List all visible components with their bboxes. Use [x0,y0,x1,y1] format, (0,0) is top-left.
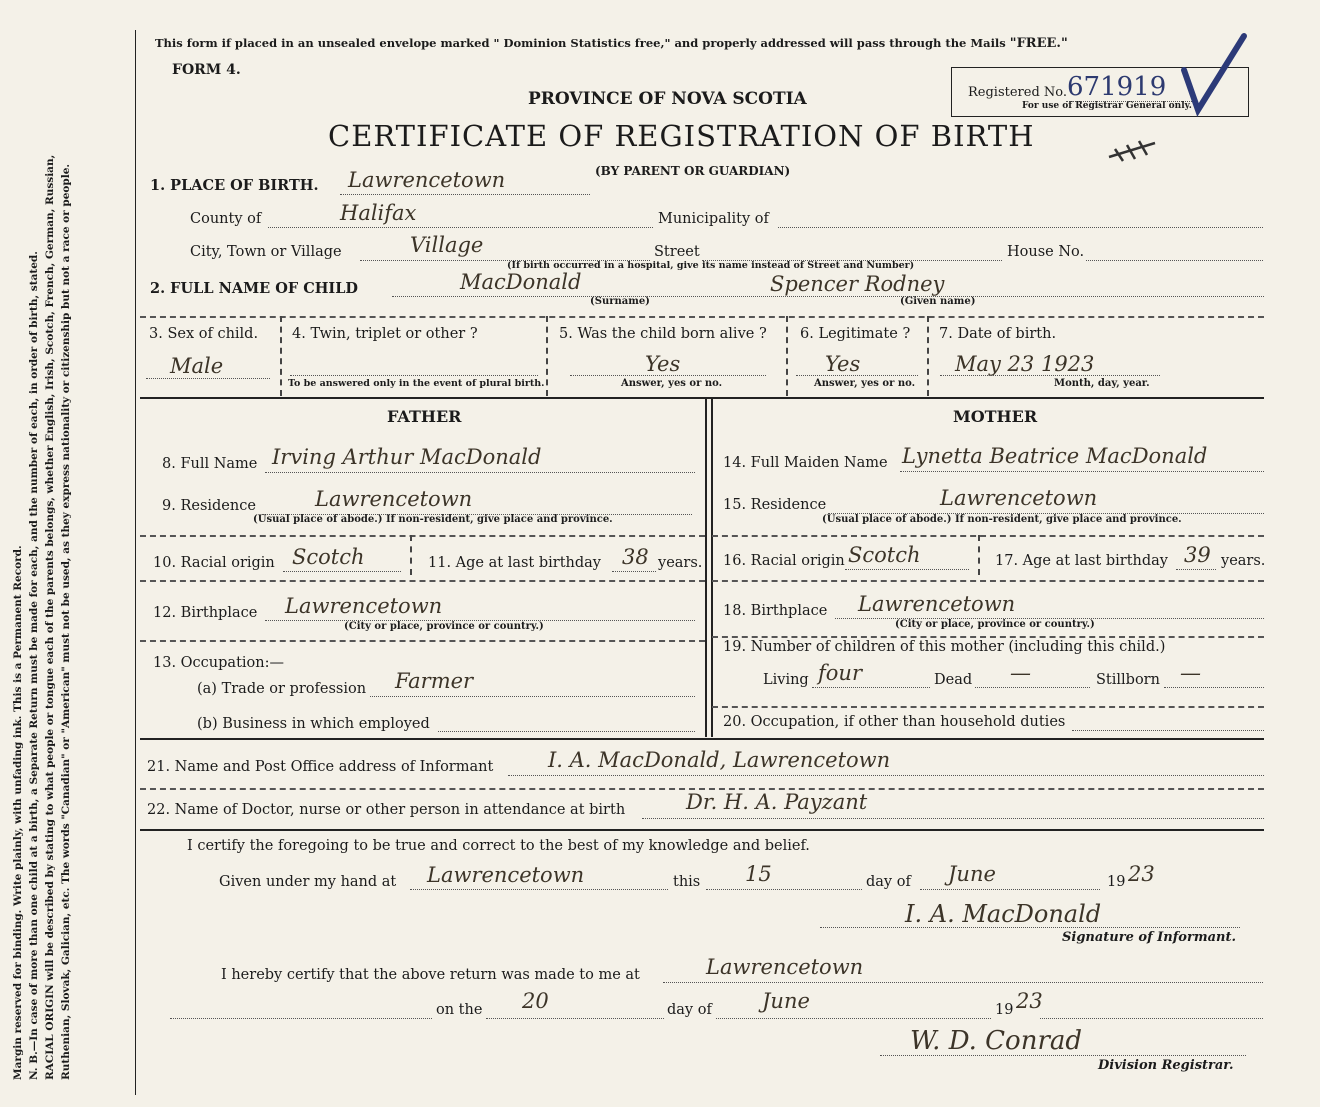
registration-day-of-label: day of [667,1002,712,1018]
hospital-note: (If birth occurred in a hospital, give its name instead of Street and Number) [507,260,915,271]
living-value: four [818,661,862,685]
children-count-label: 19. Number of children of this mother (including this child.) [723,639,1166,655]
father-heading: FATHER [387,407,462,426]
street-label: Street [654,244,700,260]
doctor-value: Dr. H. A. Payzant [686,790,868,814]
certify-statement: I certify the foregoing to be true and correct to the best of my knowledge and belief. [187,838,810,854]
registered-number: 671919 [1067,72,1167,102]
check-mark-icon [1180,30,1250,125]
born-alive-note: Answer, yes or no. [621,378,723,389]
certificate-subtitle: (BY PARENT OR GUARDIAN) [595,164,791,178]
date-of-birth-label: 7. Date of birth. [939,326,1057,342]
father-age-years: years. [658,555,703,571]
date-of-birth-caption: Month, day, year. [1054,378,1150,389]
informant-label: 21. Name and Post Office address of Informant [147,759,494,775]
born-alive-value: Yes [645,352,681,376]
father-name-value: Irving Arthur MacDonald [272,445,542,469]
registration-month-value: June [762,989,810,1013]
legitimate-note: Answer, yes or no. [814,378,916,389]
occupation-label: 13. Occupation:— [153,655,284,671]
hereby-statement: I hereby certify that the above return was made to me at [221,967,640,983]
mother-birthplace-value: Lawrencetown [858,592,1016,616]
given-month-value: June [948,862,996,886]
mother-age-label: 17. Age at last birthday [995,553,1168,569]
mother-maiden-name-label: 14. Full Maiden Name [723,455,888,471]
child-given-name-value: Spencer Rodney [770,272,945,296]
registrar-signature: W. D. Conrad [910,1026,1083,1056]
mother-birthplace-label: 18. Birthplace [723,603,828,619]
father-name-label: 8. Full Name [162,456,258,472]
hereby-place-value: Lawrencetown [706,955,864,979]
on-the-label: on the [436,1002,483,1018]
father-racial-origin-label: 10. Racial origin [153,555,275,571]
mother-maiden-name-value: Lynetta Beatrice MacDonald [902,444,1208,468]
municipality-label: Municipality of [658,211,769,227]
place-of-birth-value: Lawrencetown [348,168,506,192]
father-residence-label: 9. Residence [162,498,256,514]
left-border [135,30,136,1095]
surname-caption: (Surname) [590,296,650,307]
legitimate-value: Yes [825,352,861,376]
city-value: Village [410,233,484,257]
province-heading: PROVINCE OF NOVA SCOTIA [528,89,807,109]
informant-value: I. A. MacDonald, Lawrencetown [548,748,891,772]
mother-age-value: 39 [1184,543,1211,567]
given-name-caption: (Given name) [900,296,976,307]
margin-line-1: Margin reserved for binding. Write plainly, with unfading ink. This is a Permanent Record. [12,545,24,1080]
form-number: FORM 4. [172,62,241,78]
date-of-birth-value: May 23 1923 [955,352,1095,376]
father-birthplace-value: Lawrencetown [285,594,443,618]
trade-value: Farmer [395,669,474,693]
mother-residence-note: (Usual place of abode.) If non-resident, give place and province. [822,514,1182,525]
given-year-value: 23 [1128,862,1155,886]
stillborn-label: Stillborn [1096,672,1160,688]
father-age-value: 38 [622,545,649,569]
certificate-title: CERTIFICATE OF REGISTRATION OF BIRTH [328,119,1035,153]
father-birthplace-label: 12. Birthplace [153,605,258,621]
this-label: this [673,874,701,890]
given-under-label: Given under my hand at [219,874,397,890]
father-birthplace-note: (City or place, province or country.) [344,621,544,632]
given-year-prefix: 19 [1107,874,1126,890]
father-residence-value: Lawrencetown [315,487,473,511]
living-label: Living [763,672,809,688]
mother-racial-origin-value: Scotch [848,543,921,567]
sex-label: 3. Sex of child. [149,326,259,342]
mother-heading: MOTHER [953,407,1038,426]
registration-year-value: 23 [1016,989,1043,1013]
stamp-mark-icon [1105,135,1165,165]
house-no-label: House No. [1007,244,1085,260]
county-label: County of [190,211,262,227]
trade-label: (a) Trade or profession [197,681,367,697]
business-label: (b) Business in which employed [197,716,430,732]
child-surname-value: MacDonald [460,270,582,294]
mother-residence-value: Lawrencetown [940,486,1098,510]
mother-birthplace-note: (City or place, province or country.) [895,619,1095,630]
mother-residence-label: 15. Residence [723,497,827,513]
mother-age-years: years. [1221,553,1266,569]
given-day-of-label: day of [866,874,911,890]
given-place-value: Lawrencetown [427,863,585,887]
mother-occupation-label: 20. Occupation, if other than household duties [723,714,1066,730]
margin-line-2: N. B.—In case of more than one child at a birth, a Separate Return must be made for each, and the number of each, in order of birth, stated. [28,251,40,1080]
father-racial-origin-value: Scotch [292,545,365,569]
twin-label: 4. Twin, triplet or other ? [292,326,478,342]
dead-label: Dead [934,672,973,688]
legitimate-label: 6. Legitimate ? [800,326,911,342]
margin-line-4: Ruthenian, Slovak, Galician, etc. The words "Canadian" or "American" must not be used, as they express nationality or citizenship but not a race or people. [60,163,72,1080]
margin-notes [10,40,74,1080]
county-value: Halifax [340,201,417,225]
doctor-label: 22. Name of Doctor, nurse or other person in attendance at birth [147,802,626,818]
sex-value: Male [170,354,224,378]
place-of-birth-label: 1. PLACE OF BIRTH. [150,177,319,194]
city-label: City, Town or Village [190,244,342,260]
born-alive-label: 5. Was the child born alive ? [559,326,767,342]
registrar-note: For use of Registrar General only. [1022,101,1192,111]
registration-day-value: 20 [522,989,549,1013]
informant-signature: I. A. MacDonald [905,900,1102,928]
full-name-of-child-label: 2. FULL NAME OF CHILD [150,280,358,297]
mail-notice: This form if placed in an unsealed envelope marked " Dominion Statistics free," and properly addressed will pass through the Mails "FREE." [155,36,1068,51]
mother-racial-origin-label: 16. Racial origin [723,553,845,569]
stillborn-value: — [1180,661,1201,685]
registration-year-prefix: 19 [995,1002,1014,1018]
twin-note: To be answered only in the event of plural birth. [288,378,545,389]
given-day-value: 15 [745,862,772,886]
margin-line-3: RACIAL ORIGIN will be described by stating to what people or tongue each of the parents belongs, whether English, Irish, Scotch, French, German, Russian, [44,154,56,1080]
registrar-caption: Division Registrar. [1098,1058,1234,1073]
dead-value: — [1010,661,1031,685]
registered-label: Registered No. [968,85,1068,100]
father-age-label: 11. Age at last birthday [428,555,601,571]
father-residence-note: (Usual place of abode.) If non-resident, give place and province. [253,514,613,525]
informant-signature-caption: Signature of Informant. [1062,930,1236,945]
